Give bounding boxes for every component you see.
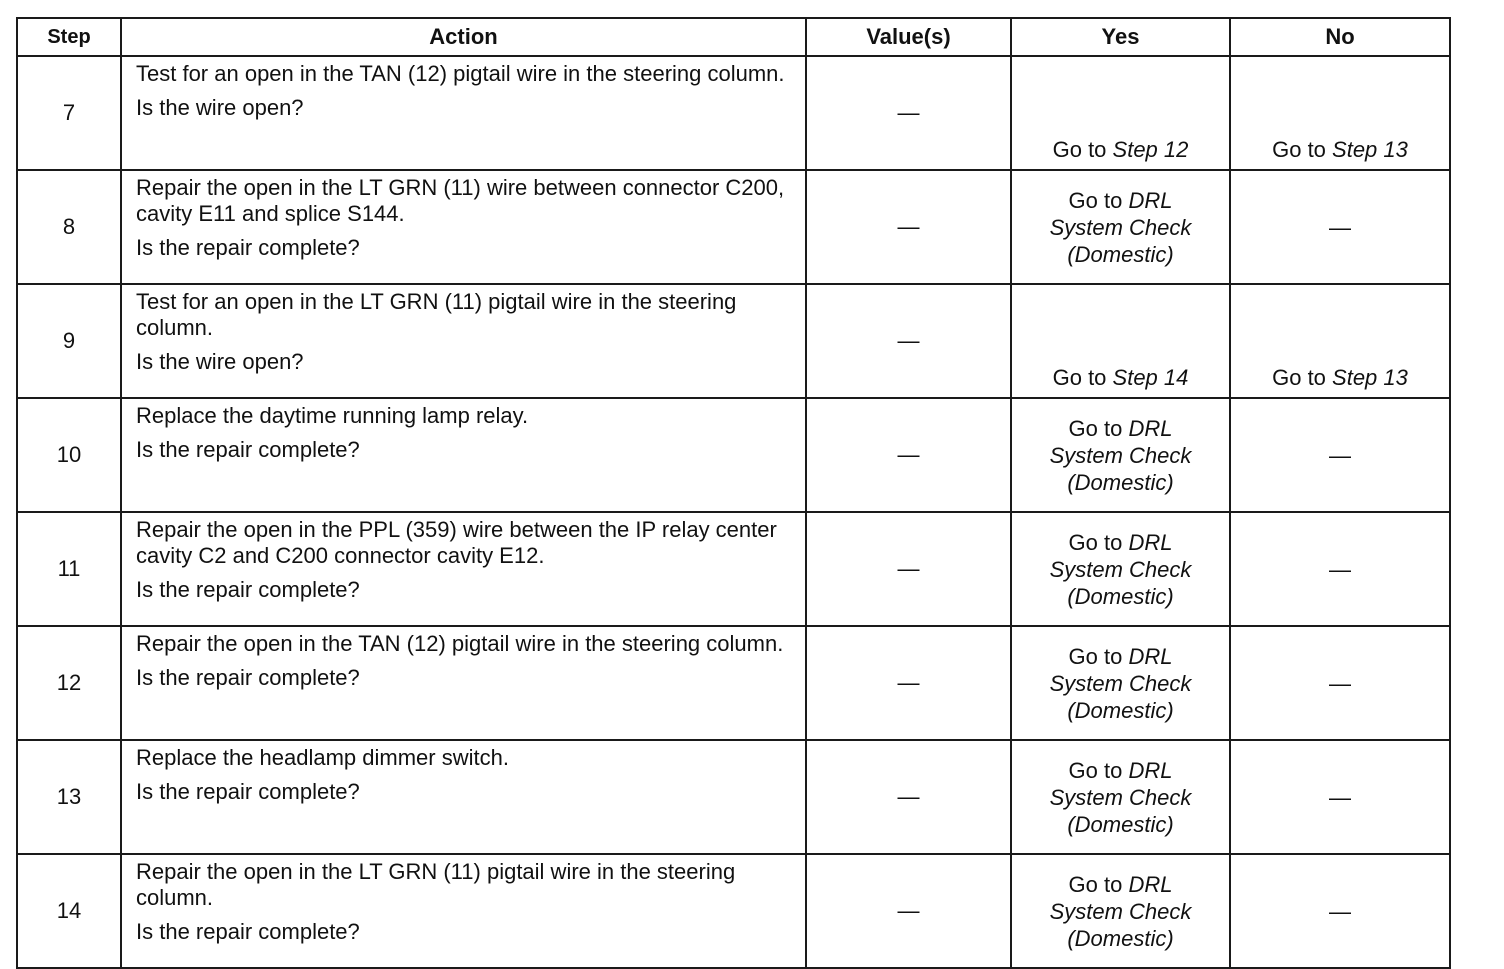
yes-step-link[interactable]: Step 12 (1112, 137, 1189, 162)
table-row (17, 170, 1450, 284)
action-text: Test for an open in the LT GRN (11) pigtail wire in the steering column. (136, 289, 737, 340)
value-cell: — (806, 854, 1011, 968)
step-number: 10 (17, 398, 121, 512)
diagnostic-table-container (16, 17, 1449, 969)
table-row (17, 740, 1450, 854)
no-cell: — (1230, 170, 1450, 284)
step-number: 7 (17, 56, 121, 170)
action-cell (121, 170, 806, 284)
yes-drl-link-line3[interactable]: (Domestic) (1067, 469, 1174, 495)
header-no: No (1230, 18, 1450, 56)
action-cell (121, 626, 806, 740)
yes-cell (1011, 398, 1230, 512)
action-question: Is the repair complete? (136, 577, 360, 602)
yes-drl-link-line3[interactable]: (Domestic) (1067, 925, 1174, 951)
yes-drl-link-line2[interactable]: System Check (1049, 898, 1192, 924)
action-text: Repair the open in the TAN (12) pigtail wire in the steering column. (136, 631, 784, 656)
value-cell: — (806, 740, 1011, 854)
value-cell: — (806, 512, 1011, 626)
action-question: Is the repair complete? (136, 437, 360, 462)
yes-drl-link-line2[interactable]: System Check (1049, 442, 1192, 468)
action-cell (121, 854, 806, 968)
yes-prefix: Go to (1068, 415, 1129, 441)
table-row (17, 284, 1450, 398)
yes-cell (1011, 170, 1230, 284)
yes-drl-link[interactable]: DRL (1128, 643, 1173, 669)
action-question: Is the repair complete? (136, 665, 360, 690)
yes-cell (1011, 740, 1230, 854)
no-cell: — (1230, 626, 1450, 740)
action-question: Is the repair complete? (136, 779, 360, 804)
yes-drl-link[interactable]: DRL (1128, 529, 1173, 555)
action-cell (121, 512, 806, 626)
value-cell: — (806, 170, 1011, 284)
yes-prefix: Go to (1068, 643, 1129, 669)
table-row (17, 626, 1450, 740)
step-number: 12 (17, 626, 121, 740)
no-cell: — (1230, 398, 1450, 512)
no-prefix: Go to (1272, 137, 1333, 162)
yes-cell (1011, 854, 1230, 968)
action-question: Is the wire open? (136, 95, 304, 120)
header-action: Action (121, 18, 806, 56)
step-number: 8 (17, 170, 121, 284)
yes-step-link[interactable]: Step 14 (1112, 365, 1189, 390)
yes-drl-link[interactable]: DRL (1128, 415, 1173, 441)
no-cell (1230, 56, 1450, 170)
yes-drl-link[interactable]: DRL (1128, 871, 1173, 897)
yes-drl-link-line2[interactable]: System Check (1049, 784, 1192, 810)
yes-drl-link-line3[interactable]: (Domestic) (1067, 241, 1174, 267)
no-step-link[interactable]: Step 13 (1332, 137, 1408, 162)
step-number: 13 (17, 740, 121, 854)
yes-drl-link-line2[interactable]: System Check (1049, 670, 1192, 696)
step-number: 9 (17, 284, 121, 398)
table-row (17, 398, 1450, 512)
no-prefix: Go to (1272, 365, 1333, 390)
yes-drl-link-line2[interactable]: System Check (1049, 556, 1192, 582)
yes-prefix: Go to (1068, 757, 1129, 783)
yes-drl-link-line3[interactable]: (Domestic) (1067, 811, 1174, 837)
table-row (17, 56, 1450, 170)
table-row (17, 854, 1450, 968)
header-yes: Yes (1011, 18, 1230, 56)
action-text: Test for an open in the TAN (12) pigtail wire in the steering column. (136, 61, 785, 86)
value-cell: — (806, 284, 1011, 398)
action-cell (121, 284, 806, 398)
value-cell: — (806, 56, 1011, 170)
value-cell: — (806, 398, 1011, 512)
yes-prefix: Go to (1052, 365, 1113, 390)
header-values: Value(s) (806, 18, 1011, 56)
no-cell: — (1230, 740, 1450, 854)
no-step-link[interactable]: Step 13 (1332, 365, 1408, 390)
yes-drl-link[interactable]: DRL (1128, 757, 1173, 783)
yes-cell (1011, 626, 1230, 740)
diagnostic-table (16, 17, 1451, 969)
yes-cell (1011, 56, 1230, 170)
yes-drl-link-line2[interactable]: System Check (1049, 214, 1192, 240)
yes-cell (1011, 284, 1230, 398)
step-number: 14 (17, 854, 121, 968)
action-cell (121, 56, 806, 170)
action-text: Replace the daytime running lamp relay. (136, 403, 529, 428)
no-cell: — (1230, 512, 1450, 626)
action-text: Replace the headlamp dimmer switch. (136, 745, 509, 770)
action-question: Is the repair complete? (136, 919, 360, 944)
yes-drl-link-line3[interactable]: (Domestic) (1067, 583, 1174, 609)
action-cell (121, 398, 806, 512)
header-step: Step (17, 18, 121, 56)
yes-prefix: Go to (1068, 529, 1129, 555)
yes-prefix: Go to (1068, 187, 1129, 213)
yes-cell (1011, 512, 1230, 626)
action-cell (121, 740, 806, 854)
action-question: Is the repair complete? (136, 235, 360, 260)
no-cell: — (1230, 854, 1450, 968)
header-row (17, 18, 1450, 56)
action-question: Is the wire open? (136, 349, 304, 374)
yes-prefix: Go to (1068, 871, 1129, 897)
action-text: Repair the open in the LT GRN (11) wire between connector C200, cavity E11 and splice S144. (136, 175, 785, 226)
yes-drl-link-line3[interactable]: (Domestic) (1067, 697, 1174, 723)
value-cell: — (806, 626, 1011, 740)
no-cell (1230, 284, 1450, 398)
table-row (17, 512, 1450, 626)
yes-drl-link[interactable]: DRL (1128, 187, 1173, 213)
action-text: Repair the open in the PPL (359) wire between the IP relay center cavity C2 and C200 connector cavity E12. (136, 517, 777, 568)
action-text: Repair the open in the LT GRN (11) pigtail wire in the steering column. (136, 859, 736, 910)
step-number: 11 (17, 512, 121, 626)
yes-prefix: Go to (1052, 137, 1113, 162)
